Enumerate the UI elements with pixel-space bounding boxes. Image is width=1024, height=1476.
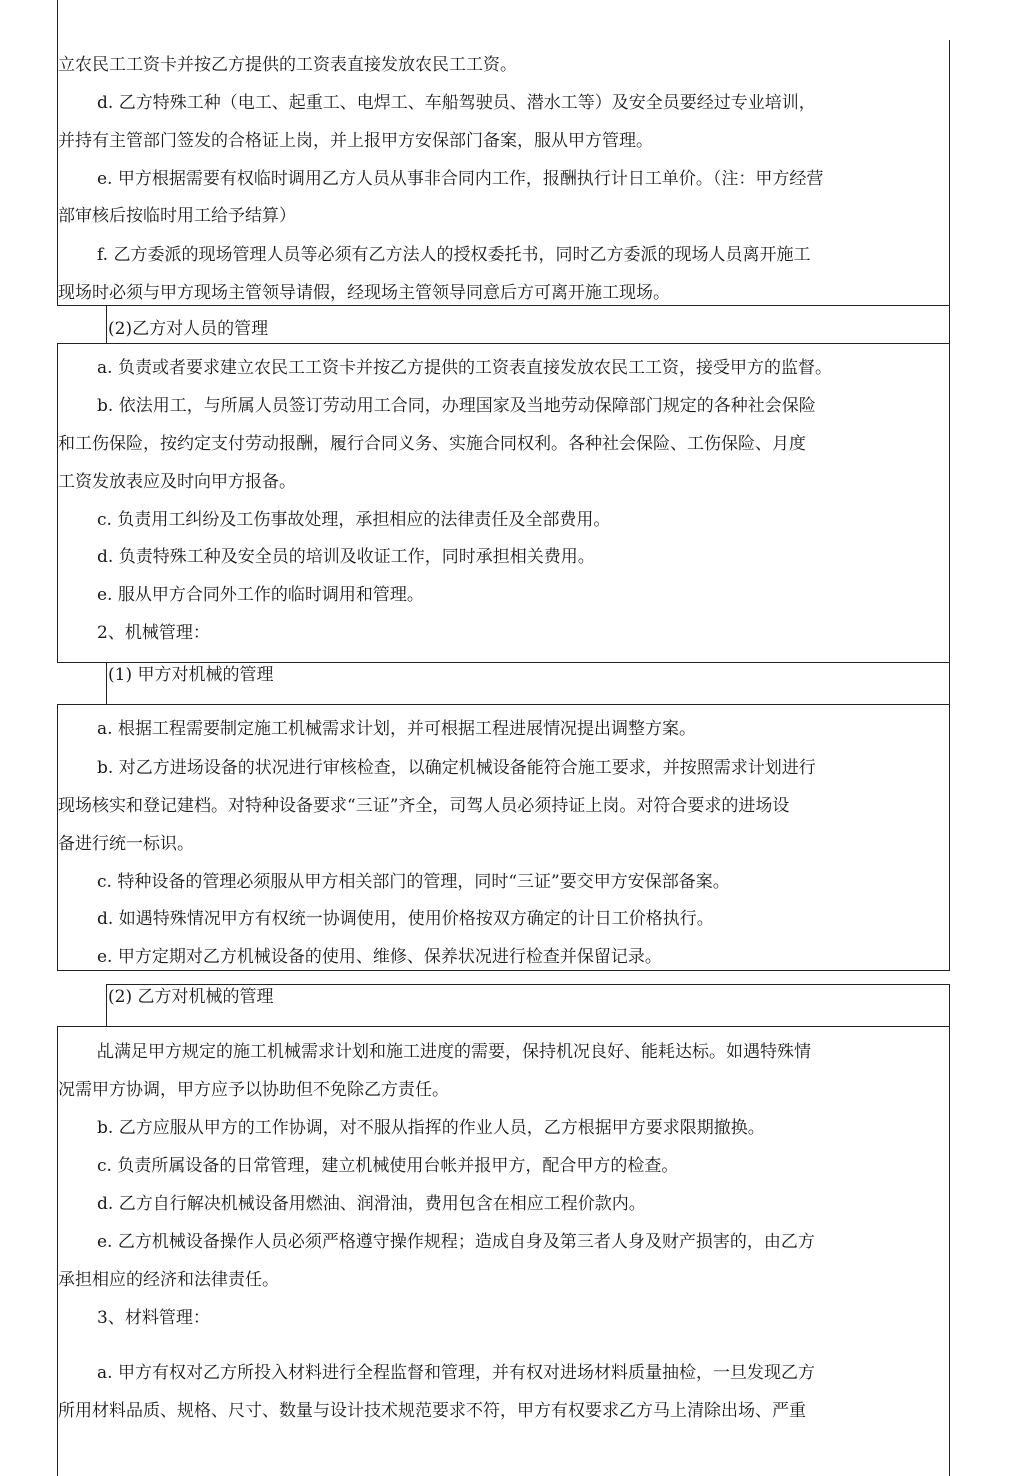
heading1-left xyxy=(106,305,107,343)
heading2-right xyxy=(949,662,950,704)
paragraph-line: c. 特种设备的管理必须服从甲方相关部门的管理，同时“三证”要交甲方安保部备案。 xyxy=(97,872,730,892)
rule-2 xyxy=(57,343,950,344)
paragraph-line: f. 乙方委派的现场管理人员等必须有乙方法人的授权委托书，同时乙方委派的现场人员离开施工 xyxy=(97,245,811,265)
paragraph-line: 况需甲方协调，甲方应予以协助但不免除乙方责任。 xyxy=(58,1080,449,1100)
paragraph-line: 部审核后按临时用工给予结算） xyxy=(58,206,296,226)
section-heading: (2) 乙方对机械的管理 xyxy=(108,987,274,1007)
rule-1 xyxy=(57,305,950,306)
paragraph-line: b. 依法用工，与所属人员签订劳动用工合同，办理国家及当地劳动保障部门规定的各种社会保险 xyxy=(97,396,816,416)
paragraph-line: 立农民工工资卡并按乙方提供的工资表直接发放农民工工资。 xyxy=(58,55,517,75)
paragraph-line: 工资发放表应及时向甲方报备。 xyxy=(58,472,296,492)
paragraph-line: 2、机械管理： xyxy=(97,623,210,643)
paragraph-line: e. 服从甲方合同外工作的临时调用和管理。 xyxy=(97,585,424,605)
paragraph-line: d. 负责特殊工种及安全员的培训及收证工作，同时承担相关费用。 xyxy=(97,547,595,567)
paragraph-line: 并持有主管部门签发的合格证上岗，并上报甲方安保部门备案，服从甲方管理。 xyxy=(58,131,653,151)
section2-left xyxy=(57,343,58,663)
paragraph-line: b. 乙方应服从甲方的工作协调，对不服从指挥的作业人员，乙方根据甲方要求限期撤换。 xyxy=(97,1118,765,1138)
border-left-top xyxy=(57,0,58,305)
paragraph-line: a. 负责或者要求建立农民工工资卡并按乙方提供的工资表直接发放农民工工资，接受甲方的监督。 xyxy=(97,358,832,378)
paragraph-line: 所用材料品质、规格、尺寸、数量与设计技术规范要求不符，甲方有权要求乙方马上清除出场、严重 xyxy=(58,1401,806,1421)
heading3-right xyxy=(949,984,950,1026)
section-heading: (2)乙方对人员的管理 xyxy=(108,319,269,339)
paragraph-line: e. 甲方定期对乙方机械设备的使用、维修、保养状况进行检查并保留记录。 xyxy=(97,947,662,967)
border-right-top xyxy=(949,40,950,305)
paragraph-line: d. 乙方自行解决机械设备用燃油、润滑油，费用包含在相应工程价款内。 xyxy=(97,1194,646,1214)
rule-5 xyxy=(57,970,950,971)
heading1-right xyxy=(949,305,950,343)
paragraph-line: c. 负责用工纠纷及工伤事故处理，承担相应的法律责任及全部费用。 xyxy=(97,510,611,530)
heading2-left xyxy=(106,662,107,704)
paragraph-line: a. 根据工程需要制定施工机械需求计划，并可根据工程进展情况提出调整方案。 xyxy=(97,719,696,739)
heading3-left xyxy=(106,984,107,1026)
paragraph-line: d. 如遇特殊情况甲方有权统一协调使用，使用价格按双方确定的计日工价格执行。 xyxy=(97,909,714,929)
paragraph-line: c. 负责所属设备的日常管理，建立机械使用台帐并报甲方，配合甲方的检查。 xyxy=(97,1156,679,1176)
paragraph-line: 乩满足甲方规定的施工机械需求计划和施工进度的需要，保持机况良好、能耗达标。如遇特殊情 xyxy=(97,1042,811,1062)
paragraph-line: 承担相应的经济和法律责任。 xyxy=(58,1270,279,1290)
paragraph-line: 现场核实和登记建档。对特种设备要求“三证”齐全，司驾人员必须持证上岗。对符合要求的进场设 xyxy=(58,796,790,816)
rule-3 xyxy=(57,662,950,663)
section2-right xyxy=(949,343,950,663)
section4-right xyxy=(949,1026,950,1476)
rule-4 xyxy=(57,704,950,705)
paragraph-line: b. 对乙方进场设备的状况进行审核检查，以确定机械设备能符合施工要求，并按照需求计划进行 xyxy=(97,758,816,778)
paragraph-line: a. 甲方有权对乙方所投入材料进行全程监督和管理，并有权对进场材料质量抽检，一旦发现乙方 xyxy=(97,1363,815,1383)
rule-6 xyxy=(106,984,950,985)
paragraph-line: 备进行统一标识。 xyxy=(58,834,194,854)
paragraph-line: d. 乙方特殊工种（电工、起重工、电焊工、车船驾驶员、潜水工等）及安全员要经过专业培训， xyxy=(97,93,816,113)
rule-7 xyxy=(57,1026,950,1027)
section3-right xyxy=(949,704,950,970)
paragraph-line: 和工伤保险，按约定支付劳动报酬，履行合同义务、实施合同权利。各种社会保险、工伤保险、月度 xyxy=(58,434,806,454)
paragraph-line: e. 甲方根据需要有权临时调用乙方人员从事非合同内工作，报酬执行计日工单价。（注：甲方经营 xyxy=(97,169,824,189)
paragraph-line: 3、材料管理： xyxy=(97,1308,210,1328)
paragraph-line: e. 乙方机械设备操作人员必须严格遵守操作规程；造成自身及第三者人身及财产损害的，由乙方 xyxy=(97,1232,815,1252)
paragraph-line: 现场时必须与甲方现场主管领导请假，经现场主管领导同意后方可离开施工现场。 xyxy=(58,283,670,303)
section-heading: (1) 甲方对机械的管理 xyxy=(108,665,274,685)
